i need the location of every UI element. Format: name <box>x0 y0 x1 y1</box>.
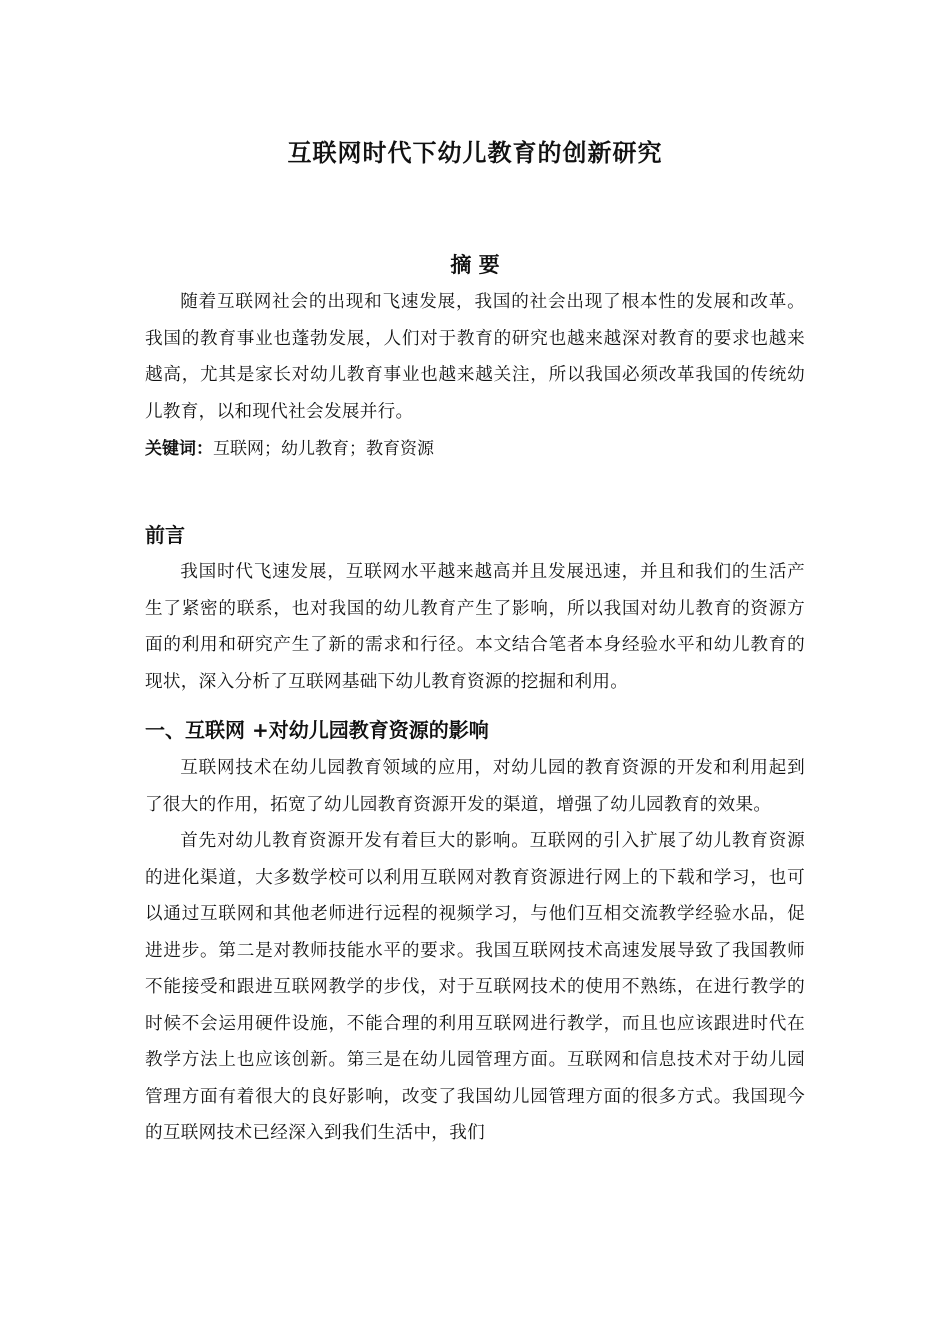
keywords-value: 互联网；幼儿教育；教育资源 <box>213 439 434 459</box>
section1-heading: 一、互联网 +对幼儿园教育资源的影响 <box>145 718 489 742</box>
document-title: 互联网时代下幼儿教育的创新研究 <box>287 139 663 167</box>
section1-paragraph-2: 首先对幼儿教育资源开发有着巨大的影响。互联网的引入扩展了幼儿教育资源的进化渠道，大多数学校可以利用互联网对教育资源进行网上的下载和学习，也可以通过互联网和其他老师进行远程的视频学习，与他们互相交流教学经验水品，促进进步。第二是对教师技能水平的要求。我国互联网技术高速发展导致了我国教师不能接受和跟进互联网教学的步伐，对于互联网技术的使用不熟练，在进行教学的时候不会运用硬件设施，不能合理的利用互联网进行教学，而且也应该跟进时代在教学方法上也应该创新。第三是在幼儿园管理方面。互联网和信息技术对于幼儿园管理方面有着很大的良好影响，改变了我国幼儿园管理方面的很多方式。我国现今的互联网技术已经深入到我们生活中，我们 <box>145 831 805 1143</box>
preface-body <box>145 554 805 700</box>
abstract-heading: 摘 要 <box>450 253 500 277</box>
preface-heading: 前言 <box>145 523 185 547</box>
keywords-label: 关键词： <box>145 439 213 459</box>
keywords-line <box>145 434 434 464</box>
abstract-paragraph: 随着互联网社会的出现和飞速发展，我国的社会出现了根本性的发展和改革。我国的教育事业也蓬勃发展，人们对于教育的研究也越来越深对教育的要求也越来越高，尤其是家长对幼儿教育事业也越来越关注，所以我国必须改革我国的传统幼儿教育，以和现代社会发展并行。 <box>145 292 805 422</box>
section1-body <box>145 750 805 1152</box>
section1-paragraph-1: 互联网技术在幼儿园教育领域的应用，对幼儿园的教育资源的开发和利用起到了很大的作用，拓宽了幼儿园教育资源开发的渠道，增强了幼儿园教育的效果。 <box>145 758 805 815</box>
abstract-body <box>145 284 805 430</box>
preface-paragraph: 我国时代飞速发展，互联网水平越来越高并且发展迅速，并且和我们的生活产生了紧密的联系，也对我国的幼儿教育产生了影响，所以我国对幼儿教育的资源方面的利用和研究产生了新的需求和行径。本文结合笔者本身经验水平和幼儿教育的现状，深入分析了互联网基础下幼儿教育资源的挖掘和利用。 <box>145 562 805 692</box>
